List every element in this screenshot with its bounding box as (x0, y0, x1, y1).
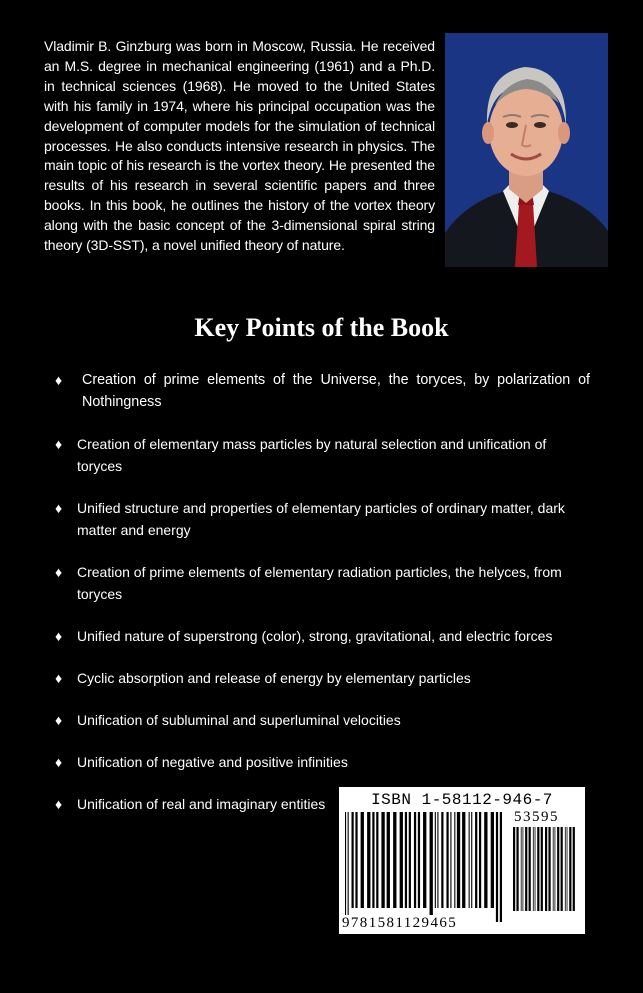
barcode-bar (414, 812, 416, 908)
barcode-bar (500, 812, 502, 922)
barcode-bar (573, 827, 575, 911)
barcode-bar (387, 812, 390, 908)
key-point: ♦ Creation of elementary mass particles by natural selection and unification of toryces (55, 433, 590, 477)
barcode-bar (555, 827, 556, 911)
bullet-icon: ♦ (55, 628, 63, 644)
ean-number: 9781581129465 (342, 915, 458, 931)
barcode-bar (484, 812, 487, 908)
barcode-bar (430, 812, 433, 922)
barcode-bar (521, 827, 522, 911)
key-point: ♦ Unification of subluminal and superluminal velocities (55, 709, 590, 731)
barcode-bar (345, 812, 346, 922)
bullet-icon: ♦ (55, 564, 63, 580)
barcode-bar (446, 812, 448, 908)
barcode-bar (541, 827, 543, 911)
bullet-icon: ♦ (55, 436, 63, 452)
bullet-icon: ♦ (55, 796, 63, 812)
barcode-bar (457, 812, 460, 908)
barcode-bar (441, 812, 443, 908)
isbn-text: ISBN 1-58112-946-7 (371, 791, 553, 809)
barcode-bar (372, 812, 374, 908)
barcode-bar (513, 827, 515, 911)
barcode-bar (450, 812, 451, 908)
bullet-icon: ♦ (55, 712, 63, 728)
key-point: ♦ Unified nature of superstrong (color), strong, gravitational, and electric forces (55, 625, 590, 647)
key-points-list (55, 360, 590, 815)
barcode-bar (418, 812, 420, 908)
author-bio: Vladimir B. Ginzburg was born in Moscow, Russia. He received an M.S. degree in mechanical engineering (1961) and a Ph.D. in technical sciences (1968). He moved to the United States with his family in 1974, where his principal occupation was the development of computer models for the simulation of technical processes. He also conducts intensive research in physics. The main topic of his research is the vortex theory. He presented the results of his research in several scientific papers and three books. In this book, he outlines the history of the vortex theory along with the basic concept of the 3-dimensional spiral string theory (3D-SST), a novel unified theory of nature. (44, 38, 435, 254)
barcode-bar (437, 812, 438, 908)
barcode-bar (557, 827, 559, 911)
barcode-bar (496, 812, 498, 922)
barcode-bar (475, 812, 477, 908)
barcode-bar (516, 827, 518, 911)
key-point: ♦ Cyclic absorption and release of energy by elementary particles (55, 667, 590, 689)
key-point: ♦ Creation of prime elements of the Universe, the toryces, by polarization of Nothingness (55, 369, 590, 413)
barcode-bar (537, 827, 539, 911)
author-photo (445, 33, 608, 267)
barcode-bar (523, 827, 524, 911)
barcode-bar (409, 812, 411, 908)
barcode-bar (435, 812, 436, 908)
barcode-bar (361, 812, 364, 908)
barcode-bar (548, 827, 550, 911)
barcode-bar (545, 827, 547, 911)
barcode-bar (367, 812, 370, 908)
barcode-bar (535, 827, 536, 911)
key-point: ♦ Creation of prime elements of elementary radiation particles, the helyces, from toryces (55, 561, 590, 605)
barcode-bar (553, 827, 554, 911)
barcode-bar (381, 812, 384, 908)
barcode-bar (471, 812, 472, 908)
barcode-bar (376, 812, 378, 908)
barcode-bar (423, 812, 426, 908)
barcode-bar (561, 827, 563, 911)
barcode-bar (491, 812, 494, 908)
barcode-bar (348, 812, 349, 922)
barcode-bar (529, 827, 531, 911)
barcode-label (339, 787, 585, 934)
barcode-bar (533, 827, 534, 911)
bullet-icon: ♦ (55, 754, 63, 770)
key-point: ♦ Unification of real and imaginary entities (55, 793, 590, 815)
barcode-bar (400, 812, 403, 908)
price-code: 53595 (514, 809, 559, 825)
barcode-bar (462, 812, 465, 908)
bullet-icon: ♦ (55, 670, 63, 686)
barcode-bar (352, 812, 354, 908)
bullet-icon: ♦ (55, 372, 63, 388)
barcode-bar (405, 812, 407, 908)
key-point: ♦ Unified structure and properties of elementary particles of ordinary matter, dark matter and energy (55, 497, 590, 541)
barcode-bar (479, 812, 481, 908)
barcode-bar (393, 812, 396, 908)
key-point: ♦ Unification of negative and positive infinities (55, 751, 590, 773)
barcode-bar (355, 812, 357, 908)
key-points-heading: Key Points of the Book (194, 313, 449, 342)
barcode-bar (565, 827, 566, 911)
barcode-bar (454, 812, 455, 908)
price-barcode (513, 827, 577, 927)
barcode-bar (567, 827, 568, 911)
barcode-bar (525, 827, 527, 911)
barcode-bar (469, 812, 470, 908)
barcode-bar (569, 827, 571, 911)
bullet-icon: ♦ (55, 500, 63, 516)
